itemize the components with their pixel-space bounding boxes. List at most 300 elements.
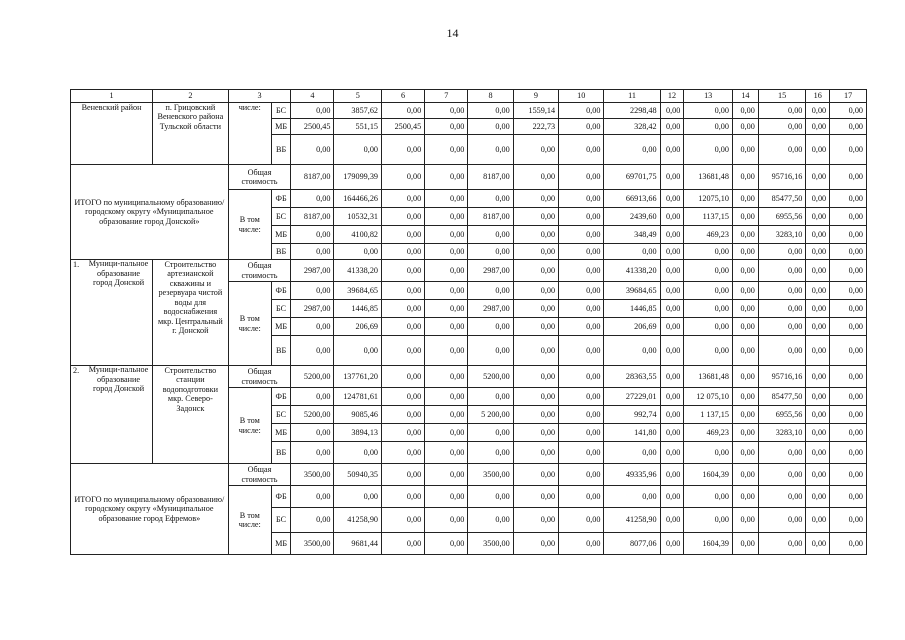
value-cell: 0,00	[334, 336, 382, 366]
value-cell: 0,00	[513, 464, 558, 486]
value-cell: 0,00	[382, 486, 425, 508]
value-cell: 0,00	[806, 442, 830, 464]
value-cell: 0,00	[732, 282, 758, 300]
total-cost-label: Общая стоимость	[228, 366, 291, 388]
total-cost-label: Общая стоимость	[228, 165, 291, 190]
value-cell: 0,00	[559, 406, 604, 424]
value-cell: 2987,00	[291, 300, 334, 318]
value-cell: 0,00	[660, 442, 684, 464]
value-cell: 0,00	[684, 103, 733, 119]
value-cell: 0,00	[732, 300, 758, 318]
value-cell: 0,00	[806, 119, 830, 135]
value-cell: 0,00	[830, 135, 867, 165]
fund-cell: ВБ	[271, 442, 290, 464]
value-cell: 0,00	[806, 336, 830, 366]
value-cell: 0,00	[660, 135, 684, 165]
value-cell: 0,00	[830, 424, 867, 442]
value-cell: 0,00	[382, 424, 425, 442]
value-cell: 0,00	[559, 190, 604, 208]
value-cell: 8187,00	[291, 165, 334, 190]
value-cell: 1604,39	[684, 533, 733, 555]
owner-name: Муници-пальное образование город Донской	[88, 365, 149, 394]
fund-cell: БС	[271, 508, 290, 533]
value-cell: 0,00	[425, 165, 468, 190]
financing-table	[70, 89, 867, 555]
value-cell: 0,00	[684, 135, 733, 165]
value-cell: 0,00	[806, 318, 830, 336]
value-cell: 0,00	[513, 508, 558, 533]
fund-cell: МБ	[271, 424, 290, 442]
value-cell: 206,69	[334, 318, 382, 336]
value-cell: 0,00	[382, 165, 425, 190]
column-header: 2	[153, 90, 229, 103]
table-row	[71, 165, 867, 190]
column-header: 8	[468, 90, 513, 103]
value-cell: 3894,13	[334, 424, 382, 442]
value-cell: 0,00	[291, 336, 334, 366]
owner-name: Муници-пальное образование город Донской	[88, 259, 149, 288]
table-row	[71, 103, 867, 119]
value-cell: 0,00	[806, 135, 830, 165]
value-cell: 469,23	[684, 226, 733, 244]
value-cell: 13681,48	[684, 165, 733, 190]
value-cell: 95716,16	[758, 366, 806, 388]
value-cell: 0,00	[382, 260, 425, 282]
value-cell: 0,00	[291, 388, 334, 406]
column-header: 3	[228, 90, 291, 103]
value-cell: 12 075,10	[684, 388, 733, 406]
value-cell: 0,00	[830, 119, 867, 135]
value-cell: 0,00	[660, 208, 684, 226]
value-cell: 3283,10	[758, 424, 806, 442]
object-cell: Строительство станции водоподготовки мкр. Северо-Задонск	[153, 366, 229, 464]
value-cell: 0,00	[806, 226, 830, 244]
value-cell: 0,00	[425, 388, 468, 406]
value-cell: 0,00	[660, 300, 684, 318]
value-cell: 0,00	[806, 388, 830, 406]
value-cell: 0,00	[382, 388, 425, 406]
value-cell: 0,00	[291, 244, 334, 260]
value-cell: 0,00	[830, 486, 867, 508]
value-cell: 0,00	[732, 406, 758, 424]
value-cell: 0,00	[758, 103, 806, 119]
value-cell: 41258,90	[334, 508, 382, 533]
value-cell: 0,00	[732, 442, 758, 464]
value-cell: 0,00	[468, 226, 513, 244]
value-cell: 8187,00	[291, 208, 334, 226]
column-header: 13	[684, 90, 733, 103]
value-cell: 0,00	[425, 442, 468, 464]
value-cell: 0,00	[425, 119, 468, 135]
value-cell: 0,00	[559, 282, 604, 300]
value-cell: 0,00	[758, 135, 806, 165]
value-cell: 0,00	[758, 282, 806, 300]
value-cell: 0,00	[513, 208, 558, 226]
value-cell: 0,00	[468, 282, 513, 300]
value-cell: 2439,60	[604, 208, 660, 226]
value-cell: 13681,48	[684, 366, 733, 388]
value-cell: 0,00	[468, 119, 513, 135]
summary-title: ИТОГО по муниципальному образованию/городскому округу «Муниципальное образование город Ефремов»	[71, 464, 229, 555]
value-cell: 0,00	[468, 508, 513, 533]
value-cell: 0,00	[660, 318, 684, 336]
value-cell: 0,00	[513, 282, 558, 300]
value-cell: 0,00	[732, 260, 758, 282]
value-cell: 0,00	[513, 226, 558, 244]
value-cell: 0,00	[559, 464, 604, 486]
value-cell: 0,00	[660, 244, 684, 260]
value-cell: 0,00	[468, 486, 513, 508]
value-cell: 0,00	[425, 190, 468, 208]
value-cell: 0,00	[660, 533, 684, 555]
column-header: 15	[758, 90, 806, 103]
value-cell: 137761,20	[334, 366, 382, 388]
fund-cell: ФБ	[271, 486, 290, 508]
value-cell: 0,00	[382, 135, 425, 165]
value-cell: 0,00	[513, 336, 558, 366]
value-cell: 27229,01	[604, 388, 660, 406]
column-header: 11	[604, 90, 660, 103]
value-cell: 0,00	[758, 119, 806, 135]
column-header: 14	[732, 90, 758, 103]
value-cell: 0,00	[684, 486, 733, 508]
value-cell: 0,00	[660, 464, 684, 486]
value-cell: 8187,00	[468, 165, 513, 190]
value-cell: 0,00	[604, 135, 660, 165]
value-cell: 0,00	[660, 508, 684, 533]
value-cell: 1446,85	[334, 300, 382, 318]
value-cell: 0,00	[758, 464, 806, 486]
value-cell: 0,00	[382, 103, 425, 119]
fund-cell: БС	[271, 103, 290, 119]
value-cell: 0,00	[806, 282, 830, 300]
value-cell: 0,00	[513, 135, 558, 165]
value-cell: 39684,65	[334, 282, 382, 300]
value-cell: 0,00	[604, 442, 660, 464]
total-cost-label: Общая стоимость	[228, 260, 291, 282]
value-cell: 0,00	[758, 508, 806, 533]
value-cell: 0,00	[604, 244, 660, 260]
value-cell: 0,00	[660, 336, 684, 366]
value-cell: 50940,35	[334, 464, 382, 486]
value-cell: 0,00	[660, 165, 684, 190]
value-cell: 0,00	[806, 486, 830, 508]
value-cell: 0,00	[513, 533, 558, 555]
table-row	[71, 464, 867, 486]
value-cell: 0,00	[513, 318, 558, 336]
value-cell: 85477,50	[758, 190, 806, 208]
value-cell: 9681,44	[334, 533, 382, 555]
value-cell: 69701,75	[604, 165, 660, 190]
value-cell: 0,00	[425, 135, 468, 165]
value-cell: 0,00	[513, 260, 558, 282]
value-cell: 0,00	[684, 260, 733, 282]
value-cell: 0,00	[660, 282, 684, 300]
value-cell: 8187,00	[468, 208, 513, 226]
in-total-label: В том числе:	[228, 486, 271, 555]
value-cell: 0,00	[382, 336, 425, 366]
value-cell: 0,00	[660, 366, 684, 388]
value-cell: 0,00	[830, 190, 867, 208]
value-cell: 0,00	[382, 318, 425, 336]
value-cell: 1446,85	[604, 300, 660, 318]
value-cell: 0,00	[559, 336, 604, 366]
value-cell: 0,00	[806, 244, 830, 260]
value-cell: 0,00	[425, 260, 468, 282]
in-total-label: В том числе:	[228, 282, 271, 366]
place-cell: п. Грицовский Веневского района Тульской области	[153, 103, 229, 165]
value-cell: 0,00	[559, 208, 604, 226]
value-cell: 0,00	[806, 103, 830, 119]
value-cell: 0,00	[684, 508, 733, 533]
value-cell: 0,00	[513, 486, 558, 508]
value-cell: 0,00	[830, 336, 867, 366]
fund-cell: БС	[271, 208, 290, 226]
value-cell: 0,00	[291, 424, 334, 442]
fund-cell: ВБ	[271, 336, 290, 366]
summary-title: ИТОГО по муниципальному образованию/городскому округу «Муниципальное образование город Донской»	[71, 165, 229, 260]
value-cell: 0,00	[291, 103, 334, 119]
value-cell: 0,00	[660, 226, 684, 244]
value-cell: 0,00	[425, 336, 468, 366]
value-cell: 0,00	[830, 260, 867, 282]
value-cell: 4100,82	[334, 226, 382, 244]
value-cell: 0,00	[732, 208, 758, 226]
value-cell: 0,00	[425, 406, 468, 424]
value-cell: 124781,61	[334, 388, 382, 406]
value-cell: 469,23	[684, 424, 733, 442]
value-cell: 0,00	[732, 486, 758, 508]
value-cell: 1604,39	[684, 464, 733, 486]
column-header: 9	[513, 90, 558, 103]
value-cell: 0,00	[830, 533, 867, 555]
value-cell: 0,00	[559, 165, 604, 190]
value-cell: 0,00	[468, 336, 513, 366]
district-cell: Веневский район	[71, 103, 153, 165]
in-total-label: В том числе:	[228, 190, 271, 260]
value-cell: 0,00	[660, 388, 684, 406]
value-cell: 0,00	[468, 388, 513, 406]
value-cell: 0,00	[732, 165, 758, 190]
value-cell: 2500,45	[291, 119, 334, 135]
value-cell: 0,00	[425, 424, 468, 442]
value-cell: 0,00	[684, 442, 733, 464]
value-cell: 49335,96	[604, 464, 660, 486]
value-cell: 0,00	[425, 486, 468, 508]
value-cell: 0,00	[382, 366, 425, 388]
value-cell: 992,74	[604, 406, 660, 424]
value-cell: 0,00	[660, 190, 684, 208]
value-cell: 1137,15	[684, 208, 733, 226]
value-cell: 0,00	[291, 190, 334, 208]
value-cell: 0,00	[830, 406, 867, 424]
value-cell: 10532,31	[334, 208, 382, 226]
value-cell: 0,00	[732, 464, 758, 486]
value-cell: 2987,00	[291, 260, 334, 282]
value-cell: 0,00	[291, 135, 334, 165]
value-cell: 0,00	[684, 119, 733, 135]
value-cell: 0,00	[559, 260, 604, 282]
value-cell: 0,00	[291, 486, 334, 508]
value-cell: 0,00	[468, 244, 513, 260]
value-cell: 0,00	[830, 318, 867, 336]
value-cell: 0,00	[425, 208, 468, 226]
column-header: 6	[382, 90, 425, 103]
value-cell: 0,00	[425, 464, 468, 486]
fund-cell: БС	[271, 406, 290, 424]
value-cell: 0,00	[732, 135, 758, 165]
value-cell: 0,00	[425, 508, 468, 533]
value-cell: 0,00	[382, 244, 425, 260]
value-cell: 0,00	[830, 103, 867, 119]
value-cell: 0,00	[425, 300, 468, 318]
value-cell: 0,00	[513, 165, 558, 190]
value-cell: 0,00	[758, 260, 806, 282]
value-cell: 0,00	[382, 282, 425, 300]
value-cell: 0,00	[468, 424, 513, 442]
value-cell: 0,00	[425, 244, 468, 260]
fund-cell: ФБ	[271, 190, 290, 208]
value-cell: 41258,90	[604, 508, 660, 533]
value-cell: 0,00	[334, 244, 382, 260]
value-cell: 0,00	[559, 388, 604, 406]
value-cell: 41338,20	[334, 260, 382, 282]
value-cell: 0,00	[732, 336, 758, 366]
value-cell: 328,42	[604, 119, 660, 135]
value-cell: 0,00	[830, 366, 867, 388]
value-cell: 0,00	[468, 318, 513, 336]
value-cell: 0,00	[732, 366, 758, 388]
page-number: 14	[446, 26, 459, 40]
value-cell: 5200,00	[291, 406, 334, 424]
value-cell: 0,00	[382, 406, 425, 424]
value-cell: 0,00	[732, 533, 758, 555]
value-cell: 0,00	[425, 282, 468, 300]
value-cell: 0,00	[758, 442, 806, 464]
value-cell: 0,00	[291, 282, 334, 300]
value-cell: 0,00	[559, 135, 604, 165]
value-cell: 3500,00	[291, 464, 334, 486]
value-cell: 0,00	[732, 388, 758, 406]
owner-cell	[71, 366, 153, 464]
value-cell: 0,00	[684, 300, 733, 318]
value-cell: 0,00	[684, 336, 733, 366]
value-cell: 0,00	[513, 244, 558, 260]
value-cell: 0,00	[559, 119, 604, 135]
value-cell: 9085,46	[334, 406, 382, 424]
value-cell: 12075,10	[684, 190, 733, 208]
value-cell: 3283,10	[758, 226, 806, 244]
value-cell: 0,00	[758, 533, 806, 555]
column-header: 1	[71, 90, 153, 103]
value-cell: 0,00	[684, 282, 733, 300]
value-cell: 0,00	[559, 366, 604, 388]
value-cell: 0,00	[684, 244, 733, 260]
in-total-label: числе:	[228, 103, 271, 165]
value-cell: 0,00	[830, 300, 867, 318]
value-cell: 551,15	[334, 119, 382, 135]
fund-cell: ФБ	[271, 388, 290, 406]
value-cell: 0,00	[732, 424, 758, 442]
value-cell: 0,00	[513, 300, 558, 318]
value-cell: 0,00	[513, 424, 558, 442]
value-cell: 0,00	[660, 486, 684, 508]
value-cell: 0,00	[425, 533, 468, 555]
value-cell: 0,00	[830, 508, 867, 533]
value-cell: 164466,26	[334, 190, 382, 208]
table-row	[71, 260, 867, 282]
fund-cell: МБ	[271, 318, 290, 336]
value-cell: 5200,00	[291, 366, 334, 388]
column-header: 10	[559, 90, 604, 103]
value-cell: 0,00	[830, 464, 867, 486]
table-row	[71, 366, 867, 388]
value-cell: 0,00	[806, 533, 830, 555]
value-cell: 0,00	[758, 486, 806, 508]
value-cell: 0,00	[732, 318, 758, 336]
value-cell: 0,00	[806, 508, 830, 533]
fund-cell: ФБ	[271, 282, 290, 300]
value-cell: 0,00	[559, 103, 604, 119]
value-cell: 3500,00	[291, 533, 334, 555]
value-cell: 222,73	[513, 119, 558, 135]
value-cell: 0,00	[513, 190, 558, 208]
value-cell: 39684,65	[604, 282, 660, 300]
value-cell: 0,00	[559, 424, 604, 442]
value-cell: 66913,66	[604, 190, 660, 208]
value-cell: 0,00	[291, 318, 334, 336]
value-cell: 0,00	[660, 406, 684, 424]
value-cell: 179099,39	[334, 165, 382, 190]
value-cell: 0,00	[468, 103, 513, 119]
value-cell: 0,00	[830, 282, 867, 300]
value-cell: 0,00	[758, 318, 806, 336]
value-cell: 3500,00	[468, 533, 513, 555]
value-cell: 0,00	[806, 366, 830, 388]
value-cell: 0,00	[425, 366, 468, 388]
fund-cell: ВБ	[271, 135, 290, 165]
column-header: 7	[425, 90, 468, 103]
value-cell: 0,00	[468, 190, 513, 208]
value-cell: 0,00	[806, 190, 830, 208]
value-cell: 0,00	[559, 442, 604, 464]
fund-cell: МБ	[271, 226, 290, 244]
value-cell: 0,00	[291, 508, 334, 533]
value-cell: 0,00	[806, 424, 830, 442]
value-cell: 6955,56	[758, 208, 806, 226]
value-cell: 0,00	[604, 486, 660, 508]
fund-cell: МБ	[271, 533, 290, 555]
value-cell: 0,00	[732, 244, 758, 260]
value-cell: 0,00	[513, 442, 558, 464]
value-cell: 0,00	[559, 226, 604, 244]
value-cell: 85477,50	[758, 388, 806, 406]
value-cell: 0,00	[758, 300, 806, 318]
value-cell: 0,00	[684, 318, 733, 336]
value-cell: 0,00	[806, 260, 830, 282]
value-cell: 0,00	[559, 300, 604, 318]
value-cell: 0,00	[291, 442, 334, 464]
value-cell: 2987,00	[468, 300, 513, 318]
table-row	[71, 90, 867, 103]
total-cost-label: Общая стоимость	[228, 464, 291, 486]
value-cell: 0,00	[559, 244, 604, 260]
value-cell: 0,00	[382, 442, 425, 464]
value-cell: 0,00	[660, 260, 684, 282]
value-cell: 0,00	[513, 406, 558, 424]
value-cell: 0,00	[382, 300, 425, 318]
fund-cell: БС	[271, 300, 290, 318]
